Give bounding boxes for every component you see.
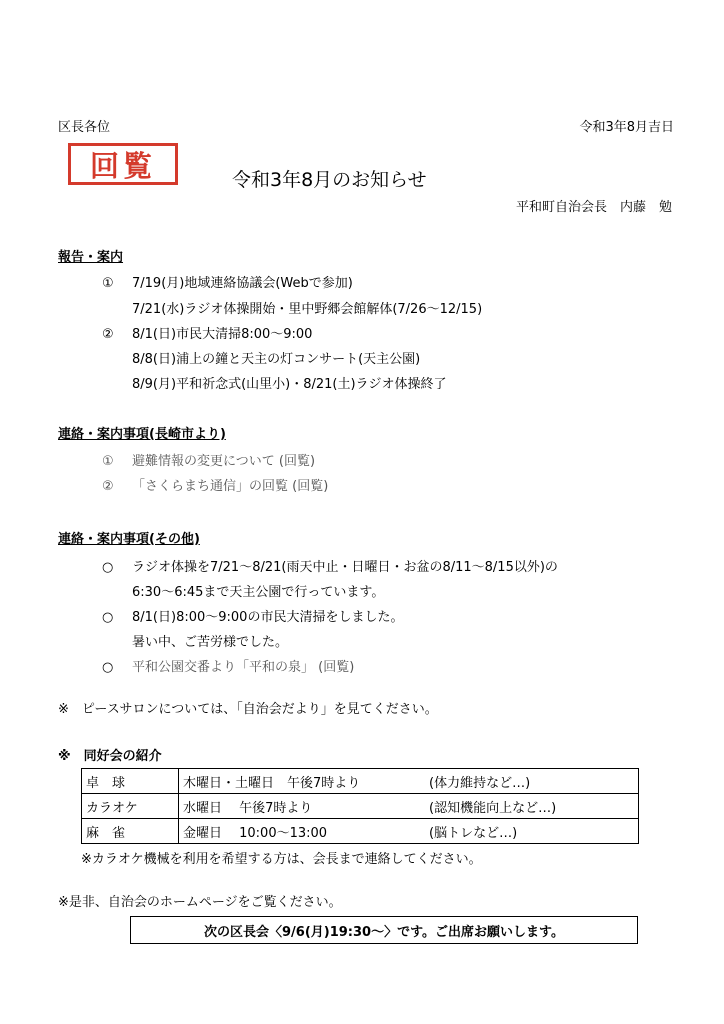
table-row (82, 819, 639, 844)
list-item (102, 323, 312, 342)
list-item (102, 631, 288, 650)
item-text: 8/1(日)市民大清掃8:00〜9:00 (132, 327, 313, 342)
section-heading-other: 連絡・案内事項(その他) (58, 532, 200, 547)
item-text: ラジオ体操を7/21〜8/21(雨天中止・日曜日・お盆の8/11〜8/15以外)の (132, 560, 558, 575)
item-text: 6:30〜6:45まで天主公園で行っています。 (132, 585, 385, 600)
section-heading-report: 報告・案内 (58, 250, 124, 265)
sender: 平和町自治会長 内藤 勉 (515, 200, 672, 215)
item-text: 避難情報の変更について (回覧) (132, 454, 316, 469)
item-text: 8/1(日)8:00〜9:00の市民大清掃をしました。 (132, 610, 404, 625)
addressee: 区長各位 (58, 120, 111, 135)
list-item (102, 581, 384, 600)
club-name: カラオケ (82, 794, 179, 819)
club-note: (脳トレなど…) (425, 819, 639, 844)
list-item (102, 475, 328, 494)
item-text: 平和公園交番より「平和の泉」 (回覧) (132, 660, 355, 675)
list-item (102, 450, 315, 469)
item-text: 「さくらまち通信」の回覧 (回覧) (132, 479, 329, 494)
club-note: (体力維持など…) (425, 769, 639, 794)
homepage-note: ※是非、自治会のホームページをご覧ください。 (58, 895, 342, 910)
list-item (102, 272, 353, 291)
list-item (102, 298, 482, 317)
item-text: 8/9(月)平和祈念式(山里小)・8/21(土)ラジオ体操終了 (132, 377, 447, 392)
section-heading-city: 連絡・案内事項(長崎市より) (58, 427, 226, 442)
item-number: ① (102, 454, 114, 469)
club-schedule: 水曜日 午後7時より (179, 794, 426, 819)
club-name: 卓 球 (82, 769, 179, 794)
clubs-heading: ※ 同好会の紹介 (58, 749, 162, 764)
karaoke-note: ※カラオケ機械を利用を希望する方は、会長まで連絡してください。 (81, 852, 482, 867)
item-bullet: ○ (102, 610, 114, 625)
table-row (82, 769, 639, 794)
issue-date: 令和3年8月吉日 (579, 120, 674, 135)
list-item (102, 348, 420, 367)
item-text: 7/19(月)地域連絡協議会(Webで参加) (132, 276, 353, 291)
item-bullet: ○ (102, 660, 114, 675)
item-text: 8/8(日)浦上の鐘と天主の灯コンサート(天主公園) (132, 352, 421, 367)
circulation-stamp: 回覧 (68, 143, 178, 185)
list-item (102, 373, 447, 392)
list-item (102, 606, 403, 625)
item-number: ① (102, 276, 114, 291)
item-number: ② (102, 327, 114, 342)
clubs-table (81, 768, 639, 844)
item-text: 暑い中、ご苦労様でした。 (132, 635, 289, 650)
page-title: 令和3年8月のお知らせ (232, 169, 427, 191)
club-name: 麻 雀 (82, 819, 179, 844)
club-schedule: 木曜日・土曜日 午後7時より (179, 769, 426, 794)
item-number: ② (102, 479, 114, 494)
list-item (102, 556, 558, 575)
item-text: 7/21(水)ラジオ体操開始・里中野郷会館解体(7/26〜12/15) (132, 302, 483, 317)
item-bullet: ○ (102, 560, 114, 575)
club-note: (認知機能向上など…) (425, 794, 639, 819)
peace-salon-note: ※ ピースサロンについては、「自治会だより」を見てください。 (58, 702, 438, 717)
club-schedule: 金曜日 10:00〜13:00 (179, 819, 426, 844)
list-item (102, 656, 354, 675)
next-meeting-banner: 次の区長会〈9/6(月)19:30〜〉です。ご出席お願いします。 (130, 916, 638, 944)
table-row (82, 794, 639, 819)
